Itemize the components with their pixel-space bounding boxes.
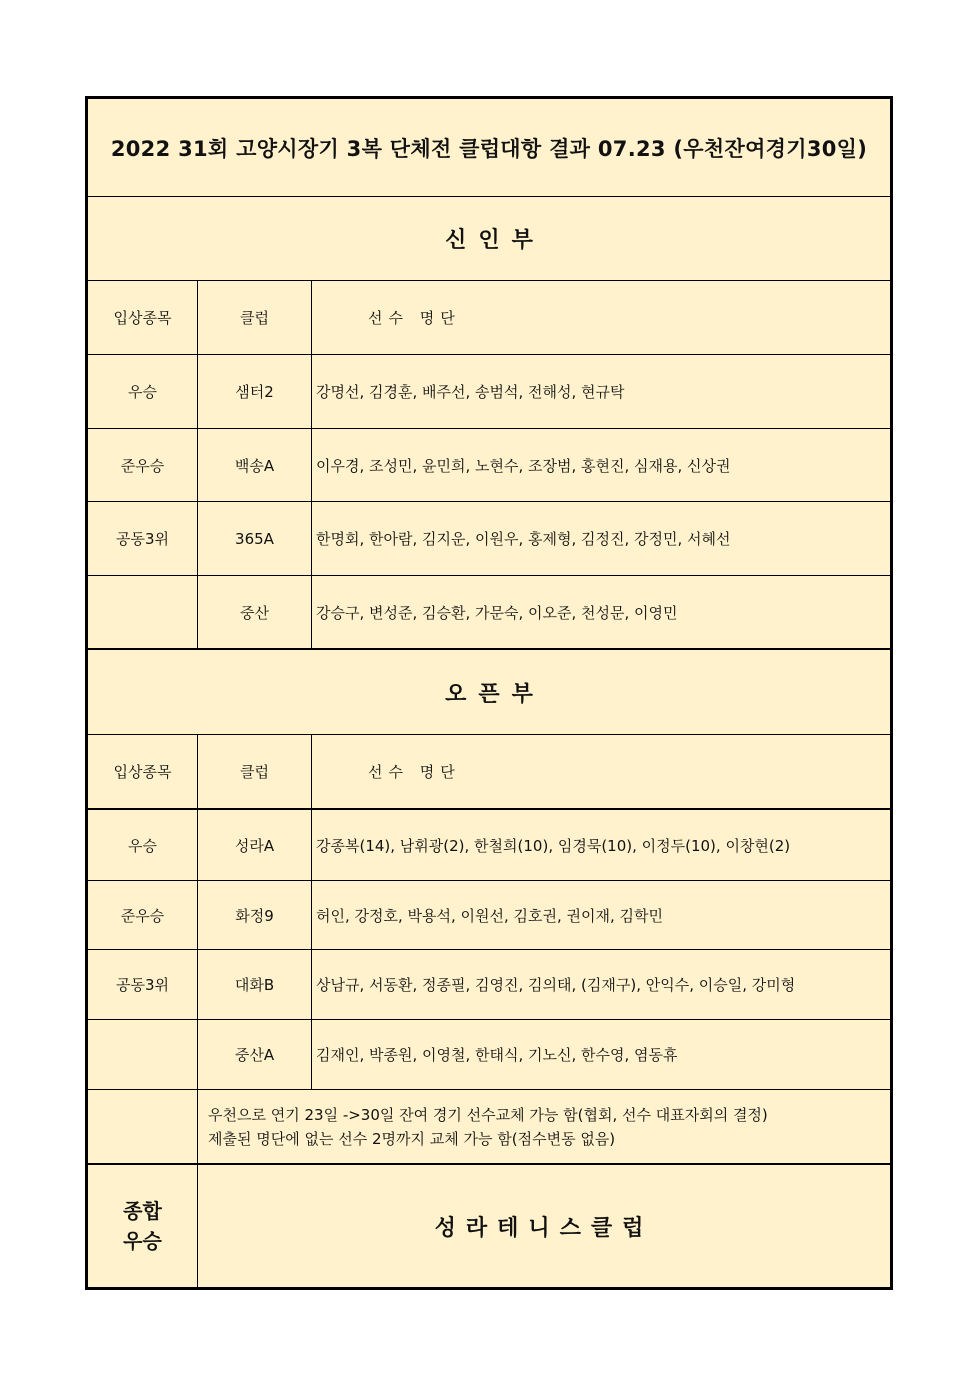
- notes-cell: [198, 1090, 890, 1163]
- players-cell: 강명선, 김경훈, 배주선, 송범석, 전해성, 현규탁: [316, 383, 625, 401]
- table-row: [88, 810, 890, 881]
- document-title: 2022 31회 고양시장기 3복 단체전 클럽대항 결과 07.23 (우천잔여경기30일): [110, 136, 868, 161]
- notes-empty-cell: [88, 1090, 198, 1163]
- club-cell: 화정9: [198, 881, 312, 949]
- players-cell: 강종복(14), 남휘광(2), 한철희(10), 임경묵(10), 이정두(10), 이창현(2): [316, 836, 791, 855]
- notes-row: [88, 1090, 890, 1165]
- table-row: [88, 429, 890, 502]
- rank-cell: 우승: [88, 810, 198, 880]
- overall-label-cell: [88, 1165, 198, 1287]
- club-cell: 중산A: [198, 1020, 312, 1089]
- rank-cell: 공동3위: [88, 950, 198, 1019]
- table-row: [88, 950, 890, 1020]
- club-cell: 백송A: [198, 429, 312, 501]
- rank-cell: 공동3위: [88, 502, 198, 575]
- note-line-1: 우천으로 연기 23일 ->30일 잔여 경기 선수교체 가능 함(협회, 선수 대표자회의 결정): [208, 1105, 768, 1124]
- open-section-row: [88, 650, 890, 735]
- club-cell: 성라A: [198, 810, 312, 880]
- rank-cell: 준우승: [88, 881, 198, 949]
- players-cell: 강승구, 변성준, 김승환, 가문숙, 이오준, 천성문, 이영민: [316, 603, 678, 622]
- players-cell: 김재인, 박종원, 이영철, 한태식, 기노신, 한수영, 염동휴: [316, 1046, 678, 1064]
- table-row: [88, 1020, 890, 1090]
- rookie-header-row: [88, 281, 890, 355]
- players-cell: 상남규, 서동환, 정종필, 김영진, 김의태, (김재구), 안익수, 이승일, 강미형: [316, 976, 796, 994]
- rank-cell: 우승: [88, 355, 198, 428]
- table-row: [88, 355, 890, 429]
- table-row: [88, 576, 890, 650]
- players-cell: 한명회, 한아람, 김지운, 이원우, 홍제형, 김정진, 강정민, 서혜선: [316, 530, 731, 548]
- rookie-section-row: [88, 197, 890, 281]
- rank-cell: [88, 1020, 198, 1089]
- rookie-col-club: 클럽: [198, 281, 312, 354]
- club-cell: 샘터2: [198, 355, 312, 428]
- players-cell: 허인, 강정호, 박용석, 이원선, 김호권, 권이재, 김학민: [316, 906, 664, 925]
- open-header-row: [88, 735, 890, 810]
- table-row: [88, 502, 890, 576]
- open-section-heading: 오픈부: [445, 681, 545, 707]
- table-row: [88, 881, 890, 950]
- open-col-players: 선수 명단: [368, 763, 461, 781]
- rank-cell: [88, 576, 198, 648]
- players-cell: 이우경, 조성민, 윤민희, 노현수, 조장범, 홍현진, 심재용, 신상권: [316, 456, 731, 475]
- note-line-2: 제출된 명단에 없는 선수 2명까지 교체 가능 함(점수변동 없음): [208, 1129, 616, 1148]
- club-cell: 중산: [198, 576, 312, 648]
- title-row: [88, 99, 890, 197]
- results-table: [85, 96, 893, 1290]
- rank-cell: 준우승: [88, 429, 198, 501]
- open-col-club: 클럽: [198, 735, 312, 808]
- open-col-rank: 입상종목: [88, 735, 198, 808]
- rookie-section-heading: 신인부: [445, 228, 545, 253]
- overall-winner: 성라테니스클럽: [434, 1215, 654, 1241]
- overall-label-line1: 종합: [123, 1199, 162, 1223]
- club-cell: 365A: [198, 502, 312, 575]
- overall-label-line2: 우승: [123, 1229, 162, 1253]
- overall-row: [88, 1165, 890, 1287]
- rookie-col-players: 선수 명단: [368, 309, 461, 327]
- club-cell: 대화B: [198, 950, 312, 1019]
- rookie-col-rank: 입상종목: [88, 281, 198, 354]
